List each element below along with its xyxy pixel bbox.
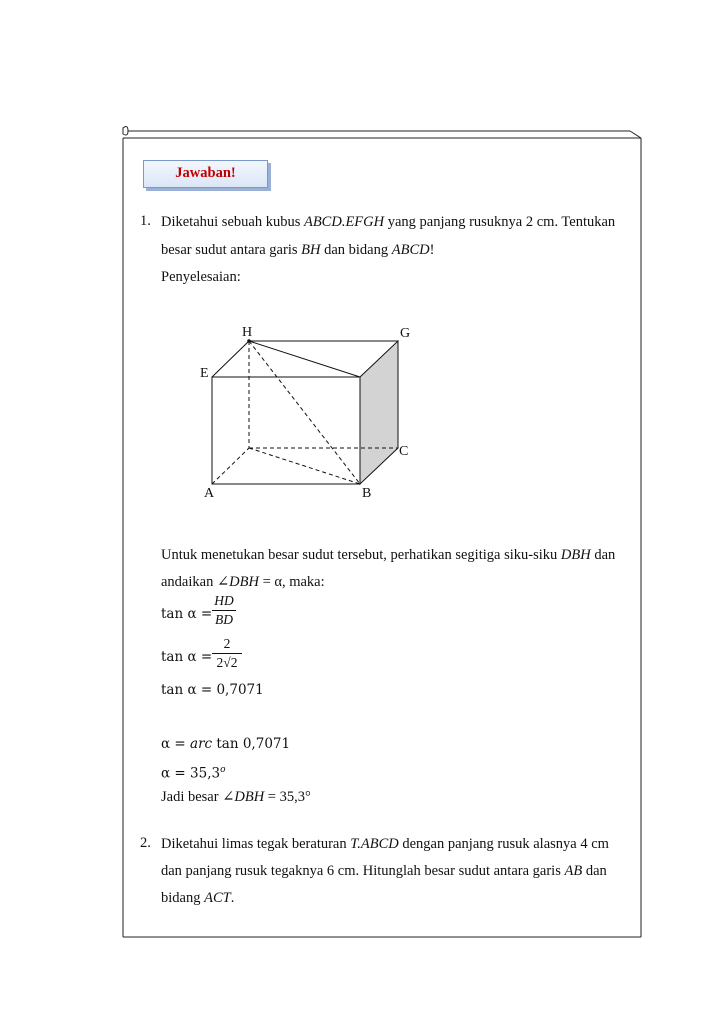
diagonal-BH-hidden <box>249 341 360 484</box>
q1-explain-line2: andaikan ∠DBH = α, maka: <box>161 574 325 590</box>
label-E: E <box>200 366 209 381</box>
diagonal-BD-hidden <box>249 448 360 484</box>
eq2-fraction <box>212 636 242 671</box>
answer-badge-label: Jawaban! <box>175 165 236 181</box>
eq2-numerator: 2 <box>223 636 231 651</box>
q1-line1: Diketahui sebuah kubus ABCD.EFGH yang panjang rusuknya 2 cm. Tentukan <box>161 214 616 230</box>
label-A: A <box>204 486 215 501</box>
label-C: C <box>399 444 409 459</box>
eq3: tan α = 0,7071 <box>161 682 264 698</box>
label-G: G <box>400 326 411 341</box>
q2-line2: dan panjang rusuk tegaknya 6 cm. Hitunglah besar sudut antara garis AB dan <box>161 863 607 879</box>
q1-explain-line1: Untuk menetukan besar sudut tersebut, perhatikan segitiga siku-siku DBH dan <box>161 547 616 563</box>
eq1-fraction <box>212 593 236 628</box>
eq1-denominator: BD <box>215 612 233 627</box>
diagonal-HF <box>249 341 360 377</box>
cube-front-face <box>212 377 360 484</box>
label-B: B <box>362 486 372 501</box>
eq1-lhs: tan α = <box>161 606 213 622</box>
label-H: H <box>242 325 253 340</box>
q1-number: 1. <box>140 213 151 229</box>
edge-EH <box>212 341 249 377</box>
eq2-lhs: tan α = <box>161 649 213 665</box>
q2-line1: Diketahui limas tegak beraturan T.ABCD dengan panjang rusuk alasnya 4 cm <box>161 836 609 852</box>
q1-solution-label: Penyelesaian: <box>161 269 241 285</box>
eq5: $\alpha = 35,3^o$ <box>161 765 226 782</box>
eq1-numerator: HD <box>214 593 234 608</box>
q2-line3: bidang ACT. <box>161 890 235 906</box>
q1-conclusion: Jadi besar ∠DBH = 35,3° <box>161 789 311 805</box>
eq4: α = arc tan 0,7071 <box>161 736 291 752</box>
cube-right-face <box>360 341 398 484</box>
eq2-denominator: 2√2 <box>216 655 238 670</box>
q1-line2: besar sudut antara garis BH dan bidang ABCD! <box>161 242 435 258</box>
edge-AD-hidden <box>212 448 249 484</box>
q2-number: 2. <box>140 835 151 851</box>
